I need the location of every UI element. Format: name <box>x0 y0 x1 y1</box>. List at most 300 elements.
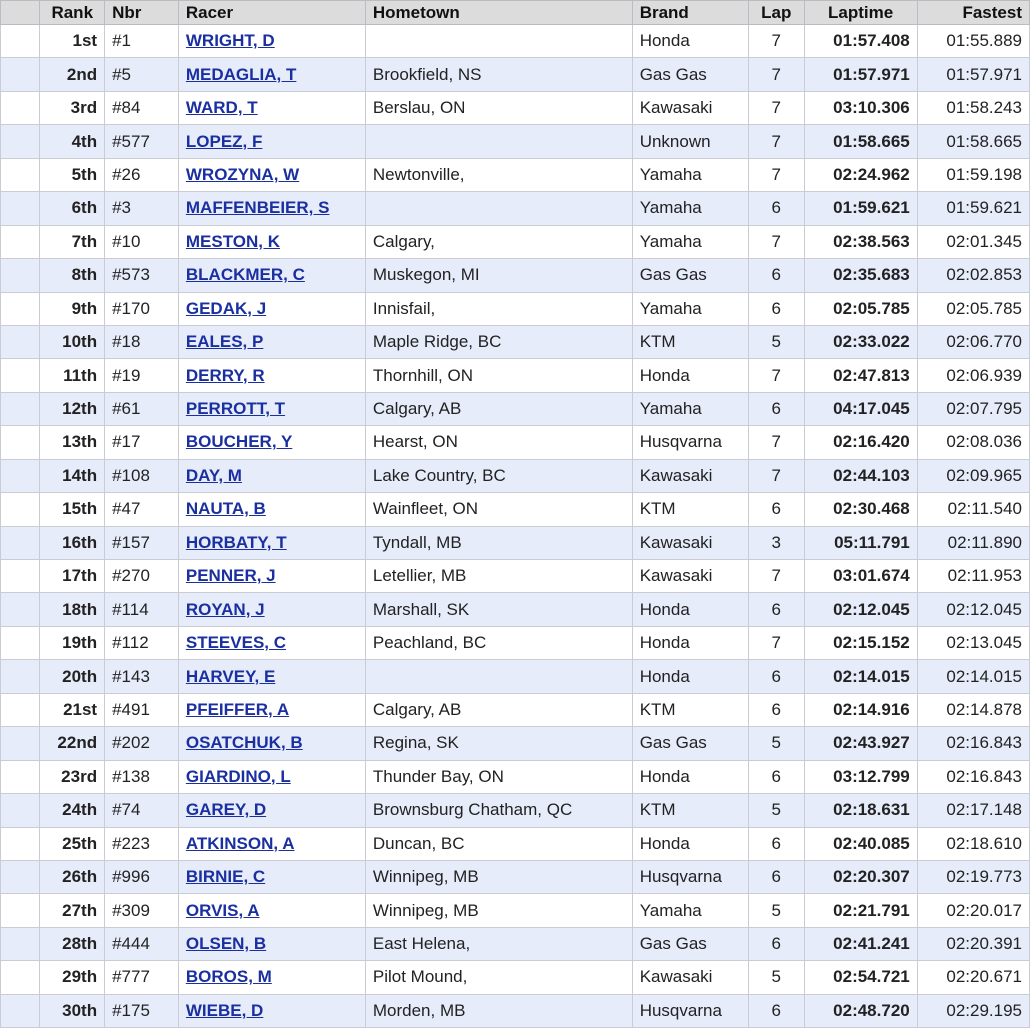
rank-cell: 13th <box>40 426 105 459</box>
fastest-cell: 02:11.540 <box>917 493 1029 526</box>
rank-cell: 24th <box>40 794 105 827</box>
brand-cell: Kawasaki <box>632 961 748 994</box>
laptime-cell: 05:11.791 <box>804 526 917 559</box>
racer-cell <box>178 91 365 124</box>
hometown-cell: Thornhill, ON <box>365 359 632 392</box>
racer-link[interactable]: ATKINSON, A <box>185 833 295 853</box>
rank-cell: 9th <box>40 292 105 325</box>
rank-cell: 1st <box>40 25 105 58</box>
hometown-cell: Calgary, <box>365 225 632 258</box>
racer-cell <box>178 259 365 292</box>
racer-link[interactable]: NAUTA, B <box>185 499 266 519</box>
racer-cell <box>178 426 365 459</box>
hometown-cell: Calgary, AB <box>365 693 632 726</box>
table-row <box>1 794 1030 827</box>
nbr-cell: #223 <box>105 827 179 860</box>
laptime-cell: 01:58.665 <box>804 125 917 158</box>
fastest-cell: 02:17.148 <box>917 794 1029 827</box>
lap-cell: 6 <box>748 860 804 893</box>
hometown-cell <box>365 125 632 158</box>
hometown-cell: Calgary, AB <box>365 392 632 425</box>
laptime-cell: 02:35.683 <box>804 259 917 292</box>
lap-cell: 6 <box>748 994 804 1027</box>
hometown-cell: Winnipeg, MB <box>365 894 632 927</box>
lap-cell: 7 <box>748 158 804 191</box>
hometown-cell <box>365 660 632 693</box>
racer-link[interactable]: STEEVES, C <box>185 633 287 653</box>
laptime-cell: 02:21.791 <box>804 894 917 927</box>
header-lap[interactable]: Lap <box>748 1 804 25</box>
hometown-cell: Lake Country, BC <box>365 459 632 492</box>
rank-cell: 10th <box>40 325 105 358</box>
laptime-cell: 02:30.468 <box>804 493 917 526</box>
row-lead-cell <box>1 927 40 960</box>
racer-link[interactable]: GEDAK, J <box>185 298 267 318</box>
lap-cell: 7 <box>748 91 804 124</box>
racer-link[interactable]: DAY, M <box>185 465 242 485</box>
racer-cell <box>178 125 365 158</box>
rank-cell: 30th <box>40 994 105 1027</box>
racer-cell <box>178 58 365 91</box>
row-lead-cell <box>1 292 40 325</box>
brand-cell: Honda <box>632 660 748 693</box>
laptime-cell: 02:44.103 <box>804 459 917 492</box>
laptime-cell: 03:12.799 <box>804 760 917 793</box>
nbr-cell: #202 <box>105 727 179 760</box>
racer-cell <box>178 794 365 827</box>
rank-cell: 4th <box>40 125 105 158</box>
fastest-cell: 02:14.015 <box>917 660 1029 693</box>
fastest-cell: 02:19.773 <box>917 860 1029 893</box>
racer-cell <box>178 25 365 58</box>
nbr-cell: #19 <box>105 359 179 392</box>
lap-cell: 6 <box>748 827 804 860</box>
brand-cell: KTM <box>632 325 748 358</box>
nbr-cell: #143 <box>105 660 179 693</box>
brand-cell: Kawasaki <box>632 91 748 124</box>
lap-cell: 5 <box>748 894 804 927</box>
racer-cell <box>178 961 365 994</box>
rank-cell: 29th <box>40 961 105 994</box>
racer-link[interactable]: PERROTT, T <box>185 399 286 419</box>
table-row <box>1 292 1030 325</box>
racer-cell <box>178 727 365 760</box>
racer-link[interactable]: HARVEY, E <box>185 666 276 686</box>
table-row <box>1 961 1030 994</box>
fastest-cell: 01:55.889 <box>917 25 1029 58</box>
hometown-cell: East Helena, <box>365 927 632 960</box>
row-lead-cell <box>1 459 40 492</box>
lap-cell: 5 <box>748 961 804 994</box>
racer-cell <box>178 192 365 225</box>
row-lead-cell <box>1 259 40 292</box>
hometown-cell: Pilot Mound, <box>365 961 632 994</box>
table-row <box>1 58 1030 91</box>
table-row <box>1 593 1030 626</box>
header-row <box>1 1 1030 25</box>
nbr-cell: #74 <box>105 794 179 827</box>
hometown-cell: Maple Ridge, BC <box>365 325 632 358</box>
brand-cell: Husqvarna <box>632 994 748 1027</box>
lap-cell: 7 <box>748 359 804 392</box>
hometown-cell: Duncan, BC <box>365 827 632 860</box>
nbr-cell: #108 <box>105 459 179 492</box>
nbr-cell: #157 <box>105 526 179 559</box>
table-row <box>1 125 1030 158</box>
racer-cell <box>178 827 365 860</box>
brand-cell: Yamaha <box>632 292 748 325</box>
lap-cell: 6 <box>748 593 804 626</box>
row-lead-cell <box>1 794 40 827</box>
racer-link[interactable]: PFEIFFER, A <box>185 699 290 719</box>
racer-cell <box>178 693 365 726</box>
table-row <box>1 158 1030 191</box>
brand-cell: Unknown <box>632 125 748 158</box>
hometown-cell: Newtonville, <box>365 158 632 191</box>
row-lead-cell <box>1 192 40 225</box>
rank-cell: 7th <box>40 225 105 258</box>
header-brand[interactable]: Brand <box>632 1 748 25</box>
fastest-cell: 02:29.195 <box>917 994 1029 1027</box>
nbr-cell: #114 <box>105 593 179 626</box>
table-row <box>1 259 1030 292</box>
lap-cell: 5 <box>748 325 804 358</box>
laptime-cell: 02:47.813 <box>804 359 917 392</box>
laptime-cell: 02:43.927 <box>804 727 917 760</box>
table-row <box>1 727 1030 760</box>
laptime-cell: 02:48.720 <box>804 994 917 1027</box>
rank-cell: 22nd <box>40 727 105 760</box>
rank-cell: 26th <box>40 860 105 893</box>
brand-cell: Yamaha <box>632 192 748 225</box>
table-row <box>1 225 1030 258</box>
laptime-cell: 02:16.420 <box>804 426 917 459</box>
racer-link[interactable]: DERRY, R <box>185 365 265 385</box>
table-row <box>1 392 1030 425</box>
racer-cell <box>178 593 365 626</box>
nbr-cell: #17 <box>105 426 179 459</box>
hometown-cell: Berslau, ON <box>365 91 632 124</box>
laptime-cell: 01:59.621 <box>804 192 917 225</box>
hometown-cell: Letellier, MB <box>365 560 632 593</box>
fastest-cell: 02:18.610 <box>917 827 1029 860</box>
laptime-cell: 02:38.563 <box>804 225 917 258</box>
row-lead-cell <box>1 660 40 693</box>
brand-cell: KTM <box>632 493 748 526</box>
laptime-cell: 02:20.307 <box>804 860 917 893</box>
nbr-cell: #1 <box>105 25 179 58</box>
table-row <box>1 325 1030 358</box>
laptime-cell: 02:41.241 <box>804 927 917 960</box>
rank-cell: 19th <box>40 626 105 659</box>
table-row <box>1 560 1030 593</box>
row-lead-cell <box>1 58 40 91</box>
lap-cell: 7 <box>748 560 804 593</box>
racer-link[interactable]: EALES, P <box>185 332 264 352</box>
nbr-cell: #18 <box>105 325 179 358</box>
fastest-cell: 01:58.243 <box>917 91 1029 124</box>
header-lead-cell <box>1 1 40 25</box>
hometown-cell: Marshall, SK <box>365 593 632 626</box>
nbr-cell: #138 <box>105 760 179 793</box>
header-rank[interactable]: Rank <box>40 1 105 25</box>
hometown-cell: Hearst, ON <box>365 426 632 459</box>
nbr-cell: #170 <box>105 292 179 325</box>
table-row <box>1 827 1030 860</box>
brand-cell: Husqvarna <box>632 860 748 893</box>
hometown-cell: Brookfield, NS <box>365 58 632 91</box>
row-lead-cell <box>1 593 40 626</box>
racer-link[interactable]: BOUCHER, Y <box>185 432 293 452</box>
rank-cell: 2nd <box>40 58 105 91</box>
row-lead-cell <box>1 91 40 124</box>
racer-cell <box>178 359 365 392</box>
lap-cell: 6 <box>748 392 804 425</box>
lap-cell: 6 <box>748 493 804 526</box>
lap-cell: 7 <box>748 225 804 258</box>
header-hometown[interactable]: Hometown <box>365 1 632 25</box>
row-lead-cell <box>1 359 40 392</box>
racer-link[interactable]: WIEBE, D <box>185 1000 264 1020</box>
lap-cell: 6 <box>748 259 804 292</box>
fastest-cell: 02:13.045 <box>917 626 1029 659</box>
row-lead-cell <box>1 25 40 58</box>
rank-cell: 12th <box>40 392 105 425</box>
brand-cell: Yamaha <box>632 392 748 425</box>
racer-cell <box>178 292 365 325</box>
header-laptime[interactable]: Laptime <box>804 1 917 25</box>
racer-link[interactable]: BLACKMER, C <box>185 265 305 285</box>
nbr-cell: #270 <box>105 560 179 593</box>
racer-link[interactable]: BOROS, M <box>185 967 272 987</box>
rank-cell: 6th <box>40 192 105 225</box>
nbr-cell: #996 <box>105 860 179 893</box>
table-row <box>1 660 1030 693</box>
table-row <box>1 25 1030 58</box>
laptime-cell: 01:57.971 <box>804 58 917 91</box>
brand-cell: Honda <box>632 593 748 626</box>
fastest-cell: 02:01.345 <box>917 225 1029 258</box>
row-lead-cell <box>1 827 40 860</box>
laptime-cell: 02:18.631 <box>804 794 917 827</box>
hometown-cell: Regina, SK <box>365 727 632 760</box>
racer-cell <box>178 225 365 258</box>
lap-cell: 6 <box>748 693 804 726</box>
brand-cell: Yamaha <box>632 225 748 258</box>
lap-cell: 7 <box>748 459 804 492</box>
racer-link[interactable]: GAREY, D <box>185 800 267 820</box>
lap-cell: 7 <box>748 626 804 659</box>
lap-cell: 7 <box>748 125 804 158</box>
brand-cell: Honda <box>632 359 748 392</box>
nbr-cell: #5 <box>105 58 179 91</box>
nbr-cell: #491 <box>105 693 179 726</box>
hometown-cell: Morden, MB <box>365 994 632 1027</box>
brand-cell: Kawasaki <box>632 526 748 559</box>
hometown-cell: Brownsburg Chatham, QC <box>365 794 632 827</box>
racer-link[interactable]: WROZYNA, W <box>185 164 300 184</box>
brand-cell: Honda <box>632 25 748 58</box>
fastest-cell: 02:20.391 <box>917 927 1029 960</box>
lap-cell: 6 <box>748 927 804 960</box>
fastest-cell: 02:06.939 <box>917 359 1029 392</box>
nbr-cell: #10 <box>105 225 179 258</box>
rank-cell: 16th <box>40 526 105 559</box>
fastest-cell: 02:05.785 <box>917 292 1029 325</box>
laptime-cell: 02:33.022 <box>804 325 917 358</box>
rank-cell: 14th <box>40 459 105 492</box>
fastest-cell: 01:58.665 <box>917 125 1029 158</box>
brand-cell: Yamaha <box>632 894 748 927</box>
racer-cell <box>178 325 365 358</box>
racer-cell <box>178 660 365 693</box>
fastest-cell: 02:14.878 <box>917 693 1029 726</box>
brand-cell: Kawasaki <box>632 459 748 492</box>
laptime-cell: 02:24.962 <box>804 158 917 191</box>
row-lead-cell <box>1 560 40 593</box>
row-lead-cell <box>1 493 40 526</box>
row-lead-cell <box>1 894 40 927</box>
table-row <box>1 459 1030 492</box>
rank-cell: 18th <box>40 593 105 626</box>
racer-link[interactable]: ROYAN, J <box>185 599 265 619</box>
brand-cell: Husqvarna <box>632 426 748 459</box>
nbr-cell: #61 <box>105 392 179 425</box>
table-row <box>1 994 1030 1027</box>
table-row <box>1 927 1030 960</box>
table-row <box>1 626 1030 659</box>
racer-link[interactable]: ORVIS, A <box>185 900 260 920</box>
lap-cell: 6 <box>748 192 804 225</box>
brand-cell: Honda <box>632 626 748 659</box>
table-row <box>1 760 1030 793</box>
racer-link[interactable]: LOPEZ, F <box>185 131 263 151</box>
racer-cell <box>178 994 365 1027</box>
hometown-cell: Innisfail, <box>365 292 632 325</box>
header-racer[interactable]: Racer <box>178 1 365 25</box>
racer-link[interactable]: WRIGHT, D <box>185 31 275 51</box>
fastest-cell: 02:12.045 <box>917 593 1029 626</box>
nbr-cell: #577 <box>105 125 179 158</box>
laptime-cell: 03:10.306 <box>804 91 917 124</box>
rank-cell: 20th <box>40 660 105 693</box>
laptime-cell: 02:14.916 <box>804 693 917 726</box>
rank-cell: 28th <box>40 927 105 960</box>
rank-cell: 27th <box>40 894 105 927</box>
hometown-cell: Tyndall, MB <box>365 526 632 559</box>
lap-cell: 5 <box>748 794 804 827</box>
racer-link[interactable]: GIARDINO, L <box>185 766 291 786</box>
row-lead-cell <box>1 325 40 358</box>
fastest-cell: 01:57.971 <box>917 58 1029 91</box>
nbr-cell: #84 <box>105 91 179 124</box>
rank-cell: 21st <box>40 693 105 726</box>
racer-link[interactable]: OLSEN, B <box>185 934 267 954</box>
racer-link[interactable]: OSATCHUK, B <box>185 733 303 753</box>
nbr-cell: #444 <box>105 927 179 960</box>
fastest-cell: 02:02.853 <box>917 259 1029 292</box>
brand-cell: Gas Gas <box>632 927 748 960</box>
row-lead-cell <box>1 693 40 726</box>
row-lead-cell <box>1 760 40 793</box>
racer-cell <box>178 626 365 659</box>
nbr-cell: #47 <box>105 493 179 526</box>
rank-cell: 5th <box>40 158 105 191</box>
racer-link[interactable]: MESTON, K <box>185 231 281 251</box>
fastest-cell: 02:20.671 <box>917 961 1029 994</box>
racer-cell <box>178 860 365 893</box>
brand-cell: Gas Gas <box>632 58 748 91</box>
lap-cell: 7 <box>748 426 804 459</box>
racer-link[interactable]: MAFFENBEIER, S <box>185 198 330 218</box>
brand-cell: Gas Gas <box>632 727 748 760</box>
nbr-cell: #26 <box>105 158 179 191</box>
row-lead-cell <box>1 158 40 191</box>
racer-link[interactable]: BIRNIE, C <box>185 867 266 887</box>
brand-cell: Honda <box>632 760 748 793</box>
row-lead-cell <box>1 727 40 760</box>
table-row <box>1 359 1030 392</box>
racer-link[interactable]: PENNER, J <box>185 566 276 586</box>
racer-link[interactable]: HORBATY, T <box>185 532 287 552</box>
racer-cell <box>178 560 365 593</box>
table-row <box>1 693 1030 726</box>
rank-cell: 25th <box>40 827 105 860</box>
lap-cell: 6 <box>748 660 804 693</box>
nbr-cell: #175 <box>105 994 179 1027</box>
fastest-cell: 02:11.890 <box>917 526 1029 559</box>
row-lead-cell <box>1 426 40 459</box>
lap-cell: 6 <box>748 760 804 793</box>
row-lead-cell <box>1 392 40 425</box>
rank-cell: 17th <box>40 560 105 593</box>
brand-cell: KTM <box>632 693 748 726</box>
table-row <box>1 426 1030 459</box>
fastest-cell: 02:07.795 <box>917 392 1029 425</box>
brand-cell: Honda <box>632 827 748 860</box>
lap-cell: 3 <box>748 526 804 559</box>
fastest-cell: 01:59.621 <box>917 192 1029 225</box>
table-row <box>1 91 1030 124</box>
rank-cell: 23rd <box>40 760 105 793</box>
racer-cell <box>178 493 365 526</box>
brand-cell: Gas Gas <box>632 259 748 292</box>
fastest-cell: 02:11.953 <box>917 560 1029 593</box>
header-nbr[interactable]: Nbr <box>105 1 179 25</box>
racer-link[interactable]: WARD, T <box>185 98 258 118</box>
hometown-cell <box>365 192 632 225</box>
laptime-cell: 04:17.045 <box>804 392 917 425</box>
brand-cell: KTM <box>632 794 748 827</box>
nbr-cell: #309 <box>105 894 179 927</box>
table-row <box>1 526 1030 559</box>
row-lead-cell <box>1 125 40 158</box>
table-row <box>1 192 1030 225</box>
racer-cell <box>178 526 365 559</box>
results-body <box>1 25 1030 1028</box>
header-fastest[interactable]: Fastest <box>917 1 1029 25</box>
laptime-cell: 02:15.152 <box>804 626 917 659</box>
nbr-cell: #112 <box>105 626 179 659</box>
table-row <box>1 894 1030 927</box>
racer-link[interactable]: MEDAGLIA, T <box>185 64 297 84</box>
fastest-cell: 02:16.843 <box>917 760 1029 793</box>
laptime-cell: 02:14.015 <box>804 660 917 693</box>
fastest-cell: 01:59.198 <box>917 158 1029 191</box>
racer-cell <box>178 894 365 927</box>
table-row <box>1 860 1030 893</box>
lap-cell: 7 <box>748 25 804 58</box>
